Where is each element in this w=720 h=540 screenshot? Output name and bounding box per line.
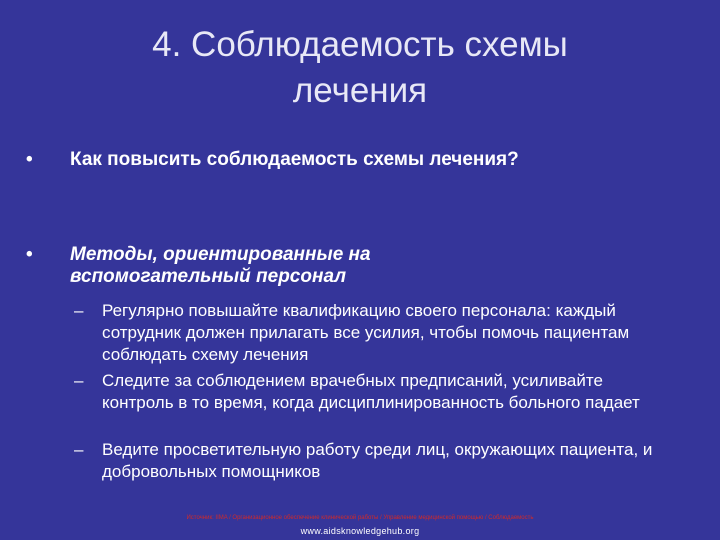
subitem-marker: – <box>74 440 84 459</box>
bullet-marker: • <box>26 149 33 170</box>
subitem-monitoring <box>74 370 674 414</box>
bullet-marker: • <box>26 244 33 265</box>
subitem-training-text: Регулярно повышайте квалификацию своего персонала: каждый сотрудник должен прилагать все усилия, чтобы помочь пациентам соблюдать схему лечения <box>102 301 630 364</box>
footer-url[interactable]: www.aidsknowledgehub.org <box>300 526 420 536</box>
bullet-question-text: Как повысить соблюдаемость схемы лечения? <box>70 149 519 170</box>
footer-source-note: Источник: IIMA / Организационное обеспечение клинической работы / Управление медицинской помощью / Соблюдаемость <box>186 515 534 521</box>
slide-title-line-2: лечения <box>292 71 428 110</box>
bullet-staff-methods-text: Методы, ориентированные на вспомогательный персонал <box>70 244 371 287</box>
subitem-training <box>74 300 674 366</box>
subitem-education-text: Ведите просветительную работу среди лиц, окружающих пациента, и добровольных помощников <box>102 440 653 481</box>
bullet-staff-methods <box>26 244 496 288</box>
slide-title-line-1: 4. Соблюдаемость схемы <box>152 25 568 64</box>
subitem-education <box>74 439 674 483</box>
subitem-marker: – <box>74 301 84 320</box>
bullet-question <box>26 149 706 171</box>
slide-title <box>60 22 660 114</box>
subitem-marker: – <box>74 371 84 390</box>
subitem-monitoring-text: Следите за соблюдением врачебных предписаний, усиливайте контроль в то время, когда дисциплинированность больного падает <box>102 371 640 412</box>
